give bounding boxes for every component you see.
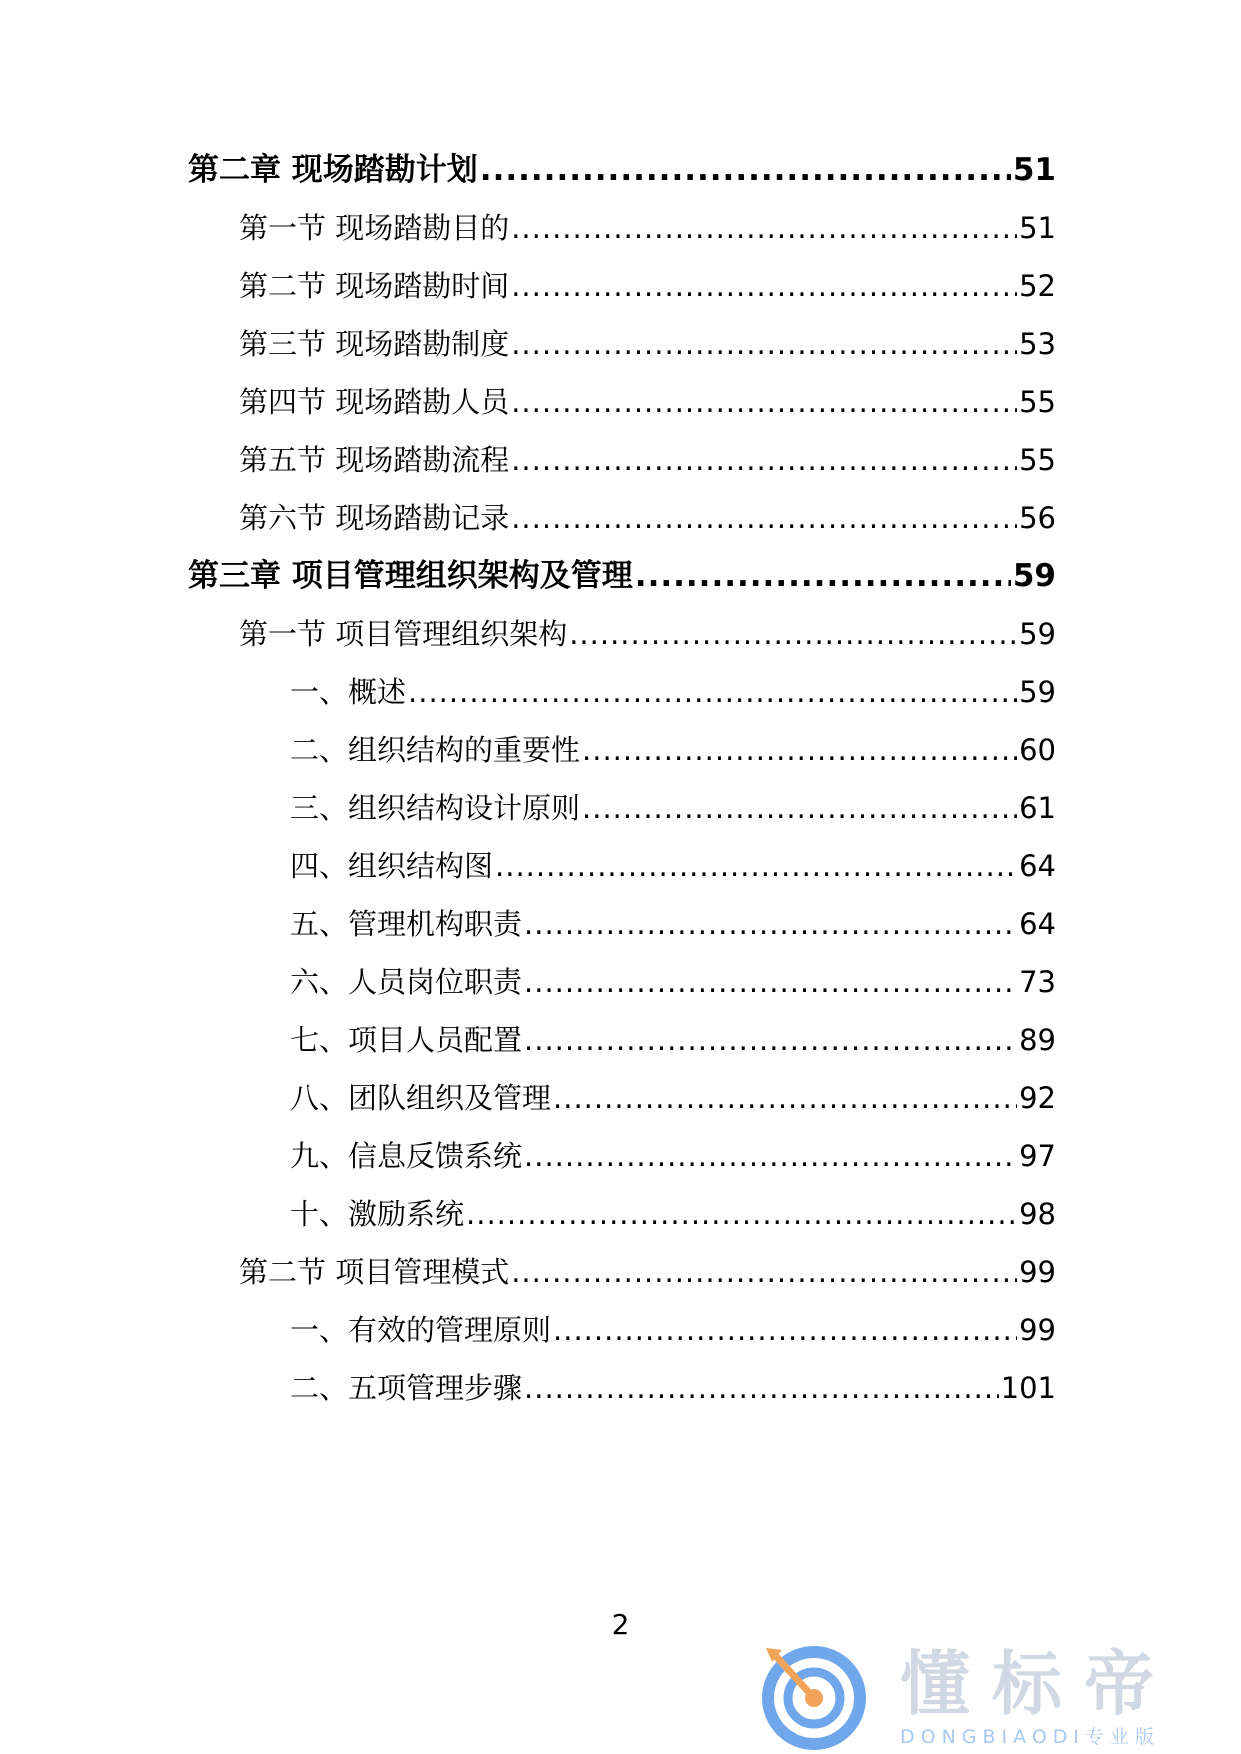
- toc-entry-item[interactable]: [290, 960, 1056, 1004]
- toc-entry-title: 第五节 现场踏勘流程: [239, 443, 510, 477]
- toc-entry-title: 四、组织结构图: [290, 849, 494, 883]
- toc-entry-page: 53: [1019, 327, 1056, 361]
- toc-entry-section[interactable]: [239, 1250, 1056, 1294]
- toc-entry-title: 第四节 现场踏勘人员: [239, 385, 510, 419]
- toc-dot-leader: [511, 380, 1017, 424]
- toc-dot-leader: [466, 1192, 1017, 1236]
- toc-entry-page: 55: [1019, 385, 1056, 419]
- toc-entry-page: 92: [1019, 1081, 1056, 1115]
- toc-entry-page: 73: [1019, 965, 1056, 999]
- toc-dot-leader: [553, 1308, 1017, 1352]
- toc-entry-chapter[interactable]: [188, 148, 1056, 192]
- toc-dot-leader: [511, 264, 1017, 308]
- toc-entry-page: 64: [1019, 849, 1056, 883]
- toc-dot-leader: [480, 148, 1011, 192]
- toc-entry-title: 一、有效的管理原则: [290, 1313, 552, 1347]
- toc-entry-page: 64: [1019, 907, 1056, 941]
- toc-dot-leader: [511, 438, 1017, 482]
- toc-entry-page: 98: [1019, 1197, 1056, 1231]
- toc-entry-page: 59: [1012, 558, 1056, 594]
- toc-entry-title: 二、五项管理步骤: [290, 1371, 523, 1405]
- toc-dot-leader: [569, 612, 1017, 656]
- toc-entry-page: 52: [1019, 269, 1056, 303]
- toc-entry-title: 七、项目人员配置: [290, 1023, 523, 1057]
- toc-entry-item[interactable]: [290, 728, 1056, 772]
- toc-dot-leader: [524, 902, 1017, 946]
- toc-dot-leader: [511, 496, 1017, 540]
- toc-entry-page: 60: [1019, 733, 1056, 767]
- toc-entry-title: 一、概述: [290, 675, 407, 709]
- toc-entry-title: 第三节 现场踏勘制度: [239, 327, 510, 361]
- toc-entry-page: 97: [1019, 1139, 1056, 1173]
- toc-dot-leader: [511, 322, 1017, 366]
- toc-entry-item[interactable]: [290, 1192, 1056, 1236]
- toc-entry-item[interactable]: [290, 1018, 1056, 1062]
- toc-entry-chapter[interactable]: [188, 554, 1056, 598]
- toc-entry-item[interactable]: [290, 844, 1056, 888]
- toc-entry-section[interactable]: [239, 496, 1056, 540]
- toc-entry-item[interactable]: [290, 786, 1056, 830]
- toc-dot-leader: [408, 670, 1017, 714]
- toc-entry-item[interactable]: [290, 902, 1056, 946]
- toc-entry-title: 八、团队组织及管理: [290, 1081, 552, 1115]
- toc-entry-item[interactable]: [290, 1076, 1056, 1120]
- toc-entry-title: 二、组织结构的重要性: [290, 733, 581, 767]
- toc-entry-section[interactable]: [239, 438, 1056, 482]
- toc-entry-title: 第一节 项目管理组织架构: [239, 617, 568, 651]
- toc-dot-leader: [635, 554, 1011, 598]
- toc-entry-page: 59: [1019, 675, 1056, 709]
- toc-entry-item[interactable]: [290, 1366, 1056, 1410]
- toc-dot-leader: [582, 728, 1017, 772]
- target-logo-icon: [752, 1640, 870, 1750]
- toc-entry-section[interactable]: [239, 322, 1056, 366]
- toc-entry-title: 第一节 现场踏勘目的: [239, 211, 510, 245]
- toc-dot-leader: [524, 1366, 999, 1410]
- toc-dot-leader: [524, 960, 1017, 1004]
- toc-dot-leader: [524, 1134, 1017, 1178]
- page-number: 2: [611, 1608, 630, 1641]
- toc-entry-title: 第二节 项目管理模式: [239, 1255, 510, 1289]
- toc-dot-leader: [495, 844, 1017, 888]
- toc-entry-page: 56: [1019, 501, 1056, 535]
- toc-entry-page: 55: [1019, 443, 1056, 477]
- toc-entry-item[interactable]: [290, 1308, 1056, 1352]
- toc-entry-title: 十、激励系统: [290, 1197, 465, 1231]
- toc-entry-title: 第二节 现场踏勘时间: [239, 269, 510, 303]
- toc-entry-title: 第三章 项目管理组织架构及管理: [188, 558, 633, 594]
- toc-entry-page: 99: [1019, 1313, 1056, 1347]
- toc-entry-section[interactable]: [239, 612, 1056, 656]
- toc-entry-title: 九、信息反馈系统: [290, 1139, 523, 1173]
- toc-entry-page: 61: [1019, 791, 1056, 825]
- toc-entry-page: 101: [1000, 1371, 1056, 1405]
- toc-entry-title: 第二章 现场踏勘计划: [188, 152, 478, 188]
- toc-entry-page: 51: [1019, 211, 1056, 245]
- watermark-name: 懂标帝: [900, 1643, 1176, 1725]
- toc-entry-title: 五、管理机构职责: [290, 907, 523, 941]
- toc-dot-leader: [524, 1018, 1017, 1062]
- toc-entry-title: 三、组织结构设计原则: [290, 791, 581, 825]
- toc-entry-page: 51: [1012, 152, 1056, 188]
- toc-dot-leader: [553, 1076, 1017, 1120]
- toc-entry-page: 59: [1019, 617, 1056, 651]
- toc-entry-section[interactable]: [239, 206, 1056, 250]
- toc-entry-page: 89: [1019, 1023, 1056, 1057]
- toc-entry-item[interactable]: [290, 670, 1056, 714]
- toc-entry-title: 六、人员岗位职责: [290, 965, 523, 999]
- watermark: [752, 1640, 1222, 1750]
- toc-entry-page: 99: [1019, 1255, 1056, 1289]
- toc-entry-section[interactable]: [239, 380, 1056, 424]
- toc-dot-leader: [582, 786, 1017, 830]
- toc-dot-leader: [511, 1250, 1017, 1294]
- watermark-subtitle: DONGBIAODI专业版: [900, 1726, 1161, 1748]
- toc-entry-section[interactable]: [239, 264, 1056, 308]
- toc-dot-leader: [511, 206, 1017, 250]
- toc-entry-item[interactable]: [290, 1134, 1056, 1178]
- toc-entry-title: 第六节 现场踏勘记录: [239, 501, 510, 535]
